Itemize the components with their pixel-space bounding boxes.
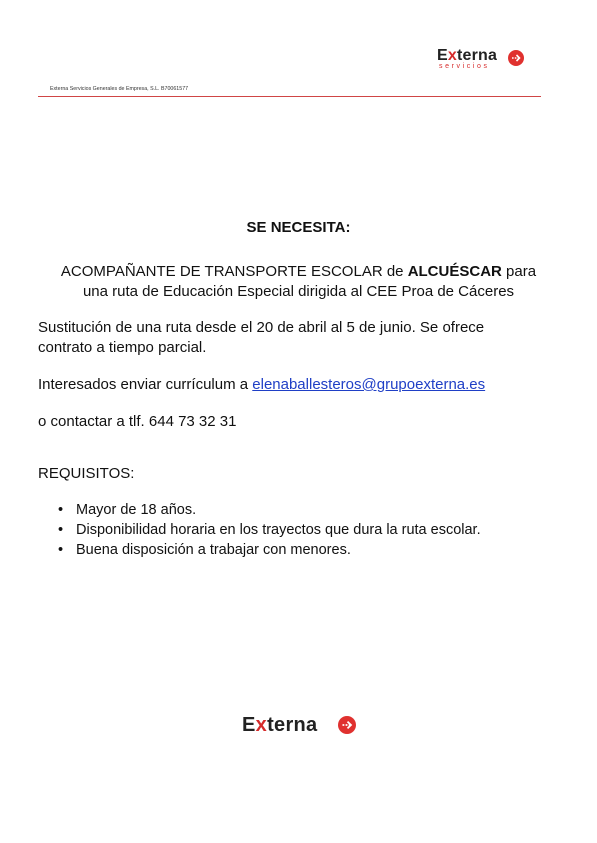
bullet-icon: •	[58, 542, 64, 558]
role-text-a: ACOMPAÑANTE DE TRANSPORTE ESCOLAR de	[60, 263, 408, 280]
company-legal-line: Externa Servicios Generales de Empresa, S.L. B70061577	[50, 86, 189, 92]
logo-letter-x: x	[447, 47, 457, 64]
logo-letters-terna: terna	[456, 47, 498, 64]
externa-logo-header	[437, 48, 537, 72]
list-item	[38, 540, 558, 560]
requirement-text: Disponibilidad horaria en los trayectos que dura la ruta escolar.	[76, 522, 481, 538]
externa-logo-footer	[242, 714, 362, 740]
requirements-list	[38, 500, 558, 560]
role-location: ALCUÉSCAR	[407, 263, 502, 280]
logo-letter-x: x	[255, 714, 268, 736]
substitution-line-1: Sustitución de una ruta desde el 20 de abril al 5 de junio. Se ofrece	[38, 319, 485, 336]
arrow-right-icon	[338, 716, 356, 734]
bullet-icon: •	[58, 522, 64, 538]
email-link[interactable]: elenaballesteros@grupoexterna.es	[252, 376, 486, 393]
contact-line: o contactar a tlf. 644 73 32 31	[38, 413, 237, 430]
requirements-heading: REQUISITOS:	[38, 465, 135, 482]
role-text-b: para	[501, 263, 537, 280]
interested-text: Interesados enviar currículum a	[38, 376, 253, 393]
arrow-right-icon	[508, 50, 524, 66]
logo-letter-e: E	[242, 714, 256, 736]
role-line-2: una ruta de Educación Especial dirigida al CEE Proa de Cáceres	[82, 283, 515, 300]
substitution-line-2: contrato a tiempo parcial.	[38, 339, 207, 356]
list-item	[38, 520, 558, 540]
logo-wordmark	[242, 714, 317, 736]
interested-line	[38, 375, 558, 395]
role-line-1	[20, 262, 577, 282]
logo-letters-terna: terna	[267, 714, 318, 736]
logo-subtitle: servicios	[439, 63, 490, 70]
logo-wordmark	[437, 48, 497, 64]
header-divider	[38, 96, 541, 97]
requirement-text: Buena disposición a trabajar con menores.	[76, 542, 351, 558]
page-title: SE NECESITA:	[246, 219, 351, 236]
list-item	[38, 500, 558, 520]
logo-letter-e: E	[437, 47, 448, 64]
bullet-icon: •	[58, 502, 64, 518]
requirement-text: Mayor de 18 años.	[76, 502, 197, 518]
